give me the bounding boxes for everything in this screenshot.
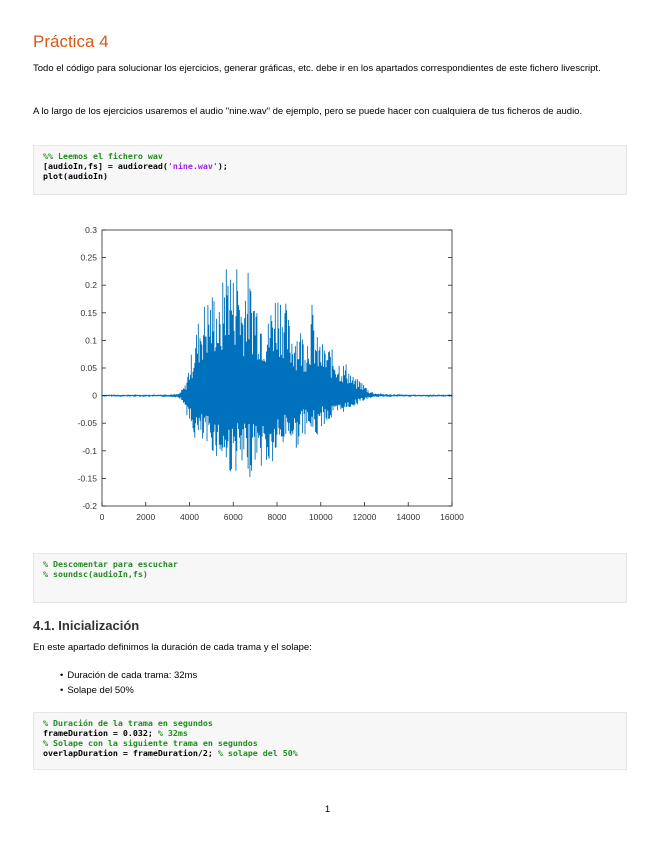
- bullet-list: [60, 668, 197, 698]
- code-block-read-audio[interactable]: [33, 145, 627, 195]
- code-comment: %% Leemos el fichero wav: [43, 151, 163, 161]
- section-heading: 4.1. Inicialización: [33, 618, 140, 633]
- waveform-line: [102, 269, 452, 477]
- code-text: );: [217, 161, 228, 171]
- y-tick-label: -0.05: [77, 418, 97, 429]
- y-tick-label: -0.15: [77, 473, 97, 484]
- page-title: Práctica 4: [33, 32, 109, 51]
- audio-waveform-chart: [70, 218, 480, 528]
- code-text: [audioIn,fs] = audioread(: [43, 161, 168, 171]
- code-block-playback[interactable]: [33, 553, 627, 603]
- code-line: [43, 738, 626, 748]
- code-line: [43, 569, 626, 579]
- x-tick-label: 0: [99, 512, 105, 522]
- intro-paragraph-2: A lo largo de los ejercicios usaremos el audio "nine.wav" de ejemplo, pero se puede hacer con cualquiera de tus ficheros de audio.: [33, 106, 583, 117]
- code-line: [43, 151, 626, 161]
- intro-paragraph: Todo el código para solucionar los ejercicios, generar gráficas, etc. debe ir en los apartados correspondientes de este fichero livescript.: [33, 63, 601, 74]
- y-tick-label: -0.2: [82, 501, 97, 511]
- code-comment: % Duración de la trama en segundos: [43, 718, 213, 728]
- y-tick-label: 0.2: [85, 280, 97, 291]
- x-tick-label: 4000: [180, 512, 199, 522]
- code-comment: % Descomentar para escuchar: [43, 559, 178, 569]
- bullet-overlap: • Solape del 50%: [60, 683, 197, 698]
- code-comment: % 32ms: [157, 728, 188, 738]
- x-tick-label: 6000: [223, 512, 243, 522]
- code-line: [43, 718, 626, 728]
- y-tick-label: 0.1: [85, 335, 97, 346]
- code-text: overlapDuration = frameDuration/2;: [43, 748, 218, 758]
- page-number: 1: [324, 804, 331, 815]
- y-tick-label: 0.05: [80, 363, 97, 373]
- y-tick-label: 0.25: [80, 252, 97, 263]
- x-tick-label: 12000: [352, 512, 377, 522]
- y-tick-label: -0.1: [82, 445, 97, 456]
- y-tick-label: 0: [92, 390, 97, 401]
- x-tick-label: 8000: [267, 512, 287, 522]
- code-block-init[interactable]: [33, 712, 627, 770]
- code-text: plot(audioIn): [43, 171, 108, 181]
- x-tick-label: 16000: [440, 512, 464, 522]
- code-comment: % Solape con la siguiente trama en segundos: [43, 738, 258, 748]
- code-line: [43, 171, 626, 181]
- bullet-frame-duration: • Duración de cada trama: 32ms: [60, 668, 197, 683]
- y-tick-label: 0.3: [85, 225, 97, 235]
- code-line: [43, 161, 626, 171]
- code-line: [43, 728, 626, 738]
- x-tick-label: 14000: [396, 512, 421, 522]
- x-tick-label: 2000: [136, 512, 156, 522]
- code-line: [43, 559, 626, 569]
- y-tick-label: 0.15: [80, 307, 97, 318]
- code-comment: % soundsc(audioIn,fs): [43, 569, 148, 579]
- code-text: frameDuration = 0.032;: [43, 728, 158, 738]
- code-comment: % solape del 50%: [217, 748, 298, 758]
- x-tick-label: 10000: [308, 512, 333, 522]
- code-string: 'nine.wav': [167, 161, 218, 171]
- code-line: [43, 748, 626, 758]
- section-paragraph: En este apartado definimos la duración de cada trama y el solape:: [33, 642, 312, 653]
